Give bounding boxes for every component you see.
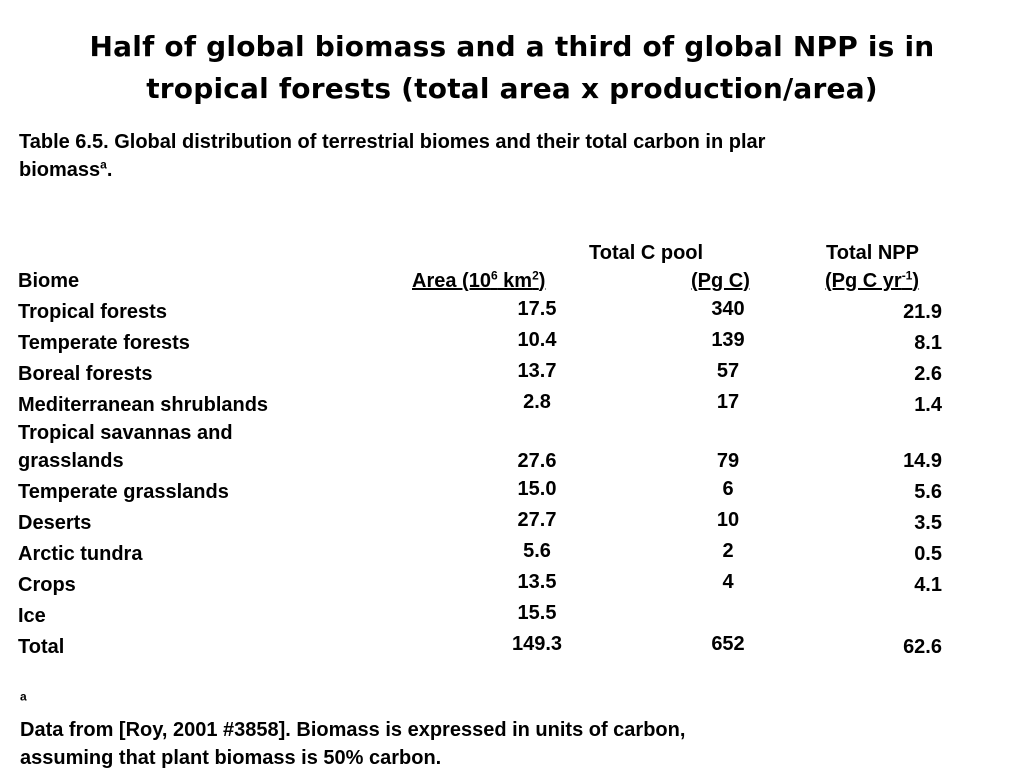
row-biome: Crops [18, 574, 76, 596]
title-line-1: Half of global biomass and a third of global NPP is in [89, 30, 935, 63]
row-area: 27.7 [517, 509, 557, 531]
header-area: Area ($10^6$ $km^2$) [412, 268, 546, 292]
row-npp: 14.9 [903, 450, 942, 472]
row-biome: Tropical forests [18, 301, 167, 323]
header-npp-line-2: (Pg C $yr^{-1}$) [825, 268, 920, 292]
row-total-pool: 652 [711, 633, 745, 655]
row-pool: 4 [722, 571, 734, 593]
footnote-line-1: $^a$ Data from [Roy, 2001 #3858]. Biomass is expressed in units of carbon, [20, 689, 686, 741]
row-biome: Ice [18, 605, 46, 627]
row-area: 15.5 [517, 602, 557, 624]
row-pool: 2 [722, 540, 734, 562]
header-pool-line-1: Total C pool [589, 242, 704, 264]
row-biome: Temperate grasslands [18, 481, 229, 503]
header-npp-line-1: Total NPP [826, 242, 919, 264]
header-pool-line-2: (Pg C) [691, 270, 750, 292]
row-pool: 79 [716, 450, 740, 472]
row-pool: 57 [716, 360, 740, 382]
row-npp: 8.1 [914, 332, 942, 354]
title-line-2: tropical forests (total area x production/area) [146, 72, 878, 105]
row-pool: 340 [711, 298, 745, 320]
footnote [20, 688, 920, 772]
footnote-line-2: assuming that plant biomass is 50% carbon. [20, 747, 442, 769]
row-biome-line-2: grasslands [18, 450, 124, 472]
row-area: 15.0 [517, 478, 557, 500]
row-pool: 139 [711, 329, 745, 351]
row-biome: Arctic tundra [18, 543, 143, 565]
slide-title [0, 26, 1024, 110]
row-npp: 0.5 [914, 543, 942, 565]
row-npp: 1.4 [914, 394, 942, 416]
row-pool: 17 [716, 391, 740, 413]
row-biome-line-1: Tropical savannas and [18, 422, 233, 444]
row-npp: 5.6 [914, 481, 942, 503]
row-area: 13.5 [517, 571, 557, 593]
row-pool: 6 [722, 478, 734, 500]
row-pool: 10 [716, 509, 740, 531]
row-area: 13.7 [517, 360, 557, 382]
row-biome: Temperate forests [18, 332, 190, 354]
row-total-npp: 62.6 [903, 636, 942, 658]
row-area: 17.5 [517, 298, 557, 320]
row-area: 10.4 [517, 329, 557, 351]
table-caption [19, 128, 949, 184]
caption-line-2: biomass$^a$. [19, 157, 113, 181]
caption-line-1: Table 6.5. Global distribution of terrestrial biomes and their total carbon in plar [19, 131, 766, 153]
row-npp: 3.5 [914, 512, 942, 534]
row-area: 2.8 [523, 391, 551, 413]
row-npp: 21.9 [903, 301, 942, 323]
row-biome: Deserts [18, 512, 92, 534]
row-area: 5.6 [523, 540, 551, 562]
row-npp: 2.6 [914, 363, 942, 385]
row-biome: Boreal forests [18, 363, 153, 385]
row-biome: Mediterranean shrublands [18, 394, 269, 416]
header-biome: Biome [18, 270, 80, 292]
row-npp: 4.1 [914, 574, 942, 596]
row-total-area: 149.3 [511, 633, 563, 655]
row-area: 27.6 [517, 450, 557, 472]
row-total-label: Total [18, 636, 65, 658]
